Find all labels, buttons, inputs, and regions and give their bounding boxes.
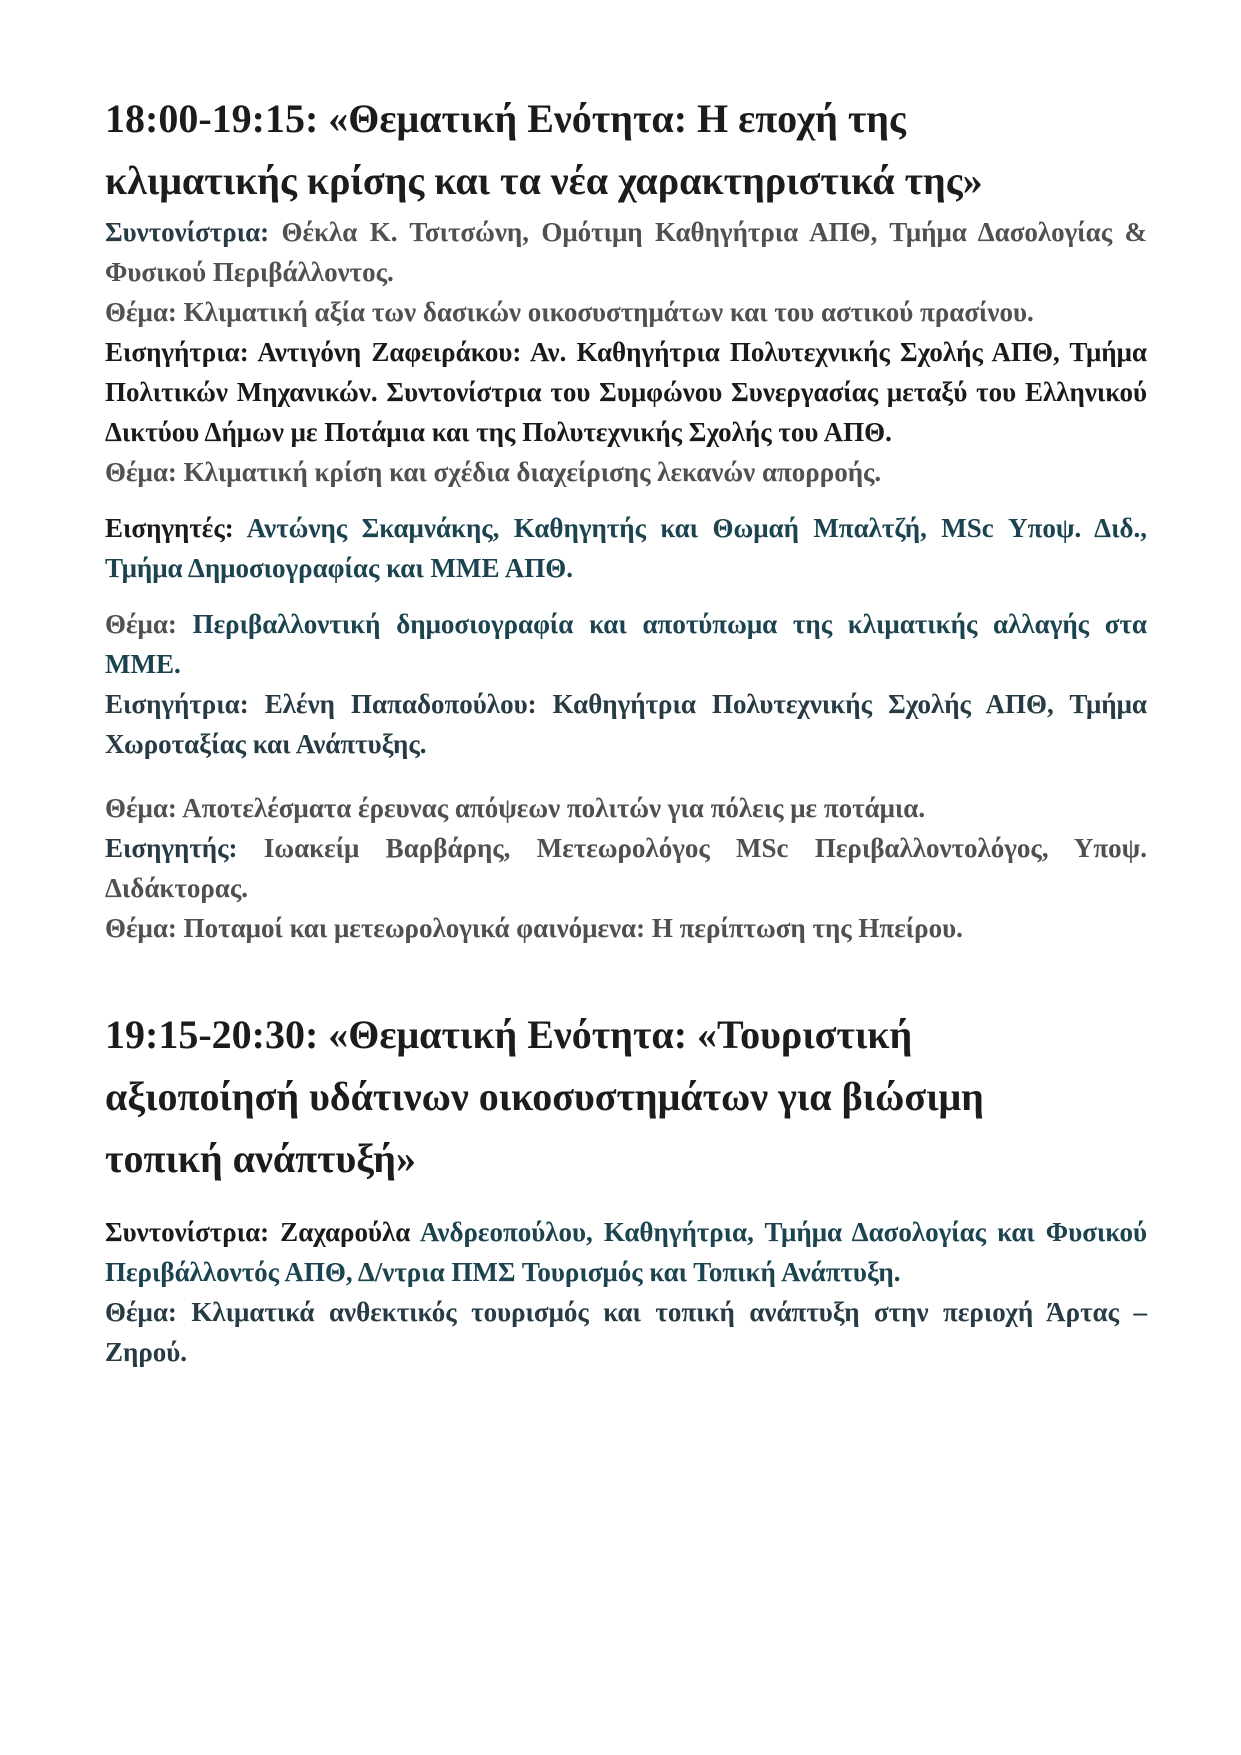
section-1-topic-3: [105, 604, 1147, 684]
section-1-heading-line-1: 18:00-19:15: «Θεματική Ενότητα: Η εποχή της: [105, 96, 906, 141]
document-page: [105, 88, 1147, 1372]
coordinator-text-2: Ανδρεοπούλου, Καθηγήτρια, Τμήμα Δασολογίας και Φυσικού Περιβάλλοντός ΑΠΘ, Δ/ντρια ΠΜΣ Τουρισμός και Τοπική Ανάπτυξη.: [105, 1217, 1147, 1287]
section-1-topic-5: Θέμα: Ποταμοί και μετεωρολογικά φαινόμενα: Η περίπτωση της Ηπείρου.: [105, 913, 963, 943]
section-1-heading-line-2: κλιματικής κρίσης και τα νέα χαρακτηριστικά της»: [105, 158, 983, 203]
section-2-coordinator: [105, 1212, 1147, 1292]
topic-3-text: Περιβαλλοντική δημοσιογραφία και αποτύπωμα της κλιματικής αλλαγής στα ΜΜΕ.: [105, 609, 1147, 679]
section-2-heading: [105, 1004, 1147, 1190]
speaker-4-text: Ιωακείμ Βαρβάρης, Μετεωρολόγος MSc Περιβαλλοντολόγος, Υποψ. Διδάκτορας.: [105, 833, 1147, 903]
section-1-topic-4: Θέμα: Αποτελέσματα έρευνας απόψεων πολιτών για πόλεις με ποτάμια.: [105, 793, 926, 823]
section-1-topic-1: Θέμα: Κλιματική αξία των δασικών οικοσυστημάτων και του αστικού πρασίνου.: [105, 297, 1034, 327]
section-1-heading: [105, 88, 1147, 212]
speaker-2-label: Εισηγητές:: [105, 513, 234, 543]
coordinator-label-2: Συντονίστρια:: [105, 1217, 270, 1247]
section-2-heading-line-1: 19:15-20:30: «Θεματική Ενότητα: «Τουριστική: [105, 1012, 913, 1057]
section-1-topic-2: Θέμα: Κλιματική κρίση και σχέδια διαχείρισης λεκανών απορροής.: [105, 457, 882, 487]
coordinator-label: Συντονίστρια:: [105, 217, 270, 247]
speaker-2-text: Αντώνης Σκαμνάκης, Καθηγητής και Θωμαή Μπαλτζή, MSc Υποψ. Διδ., Τμήμα Δημοσιογραφίας και ΜΜΕ ΑΠΘ.: [105, 513, 1147, 583]
coordinator-text: Θέκλα Κ. Τσιτσώνη, Ομότιμη Καθηγήτρια ΑΠΘ, Τμήμα Δασολογίας & Φυσικού Περιβάλλοντος.: [105, 217, 1147, 287]
section-1-speaker-3: Εισηγήτρια: Ελένη Παπαδοπούλου: Καθηγήτρια Πολυτεχνικής Σχολής ΑΠΘ, Τμήμα Χωροταξίας και Ανάπτυξης.: [105, 689, 1147, 759]
section-2-heading-line-3: τοπική ανάπτυξή»: [105, 1136, 416, 1181]
speaker-4-label: Εισηγητής:: [105, 833, 238, 863]
section-1-speaker-4: [105, 828, 1147, 908]
section-1-speaker-1: Εισηγήτρια: Αντιγόνη Ζαφειράκου: Αν. Καθηγήτρια Πολυτεχνικής Σχολής ΑΠΘ, Τμήμα Πολιτικών Μηχανικών. Συντονίστρια του Συμφώνου Συνεργασίας μεταξύ του Ελληνικού Δικτύου Δήμων με Ποτάμια και της Πολυτεχνικής Σχολής του ΑΠΘ.: [105, 337, 1147, 447]
section-1-coordinator: [105, 212, 1147, 292]
section-2-topic-1: Θέμα: Κλιματικά ανθεκτικός τουρισμός και τοπική ανάπτυξη στην περιοχή Άρτας – Ζηρού.: [105, 1297, 1147, 1367]
coordinator-first-name: Ζαχαρούλα: [269, 1217, 411, 1247]
topic-3-label: Θέμα:: [105, 609, 177, 639]
section-2-heading-line-2: αξιοποίησή υδάτινων οικοσυστημάτων για βιώσιμη: [105, 1074, 984, 1119]
section-1-speaker-2: [105, 508, 1147, 588]
